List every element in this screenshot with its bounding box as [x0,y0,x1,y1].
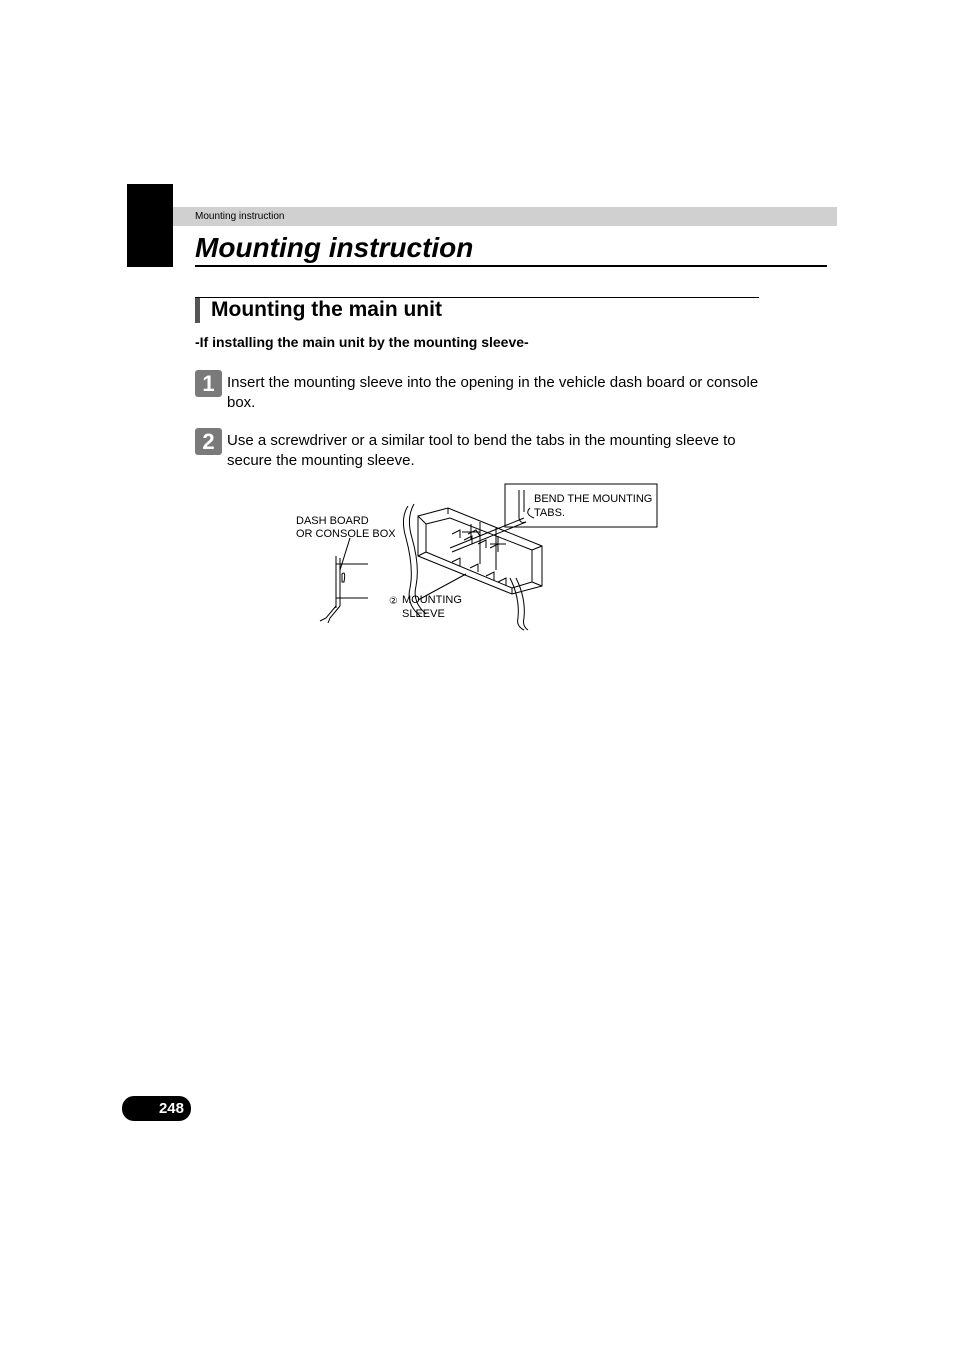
step-1-badge: 1 [195,370,222,397]
title-underline [195,265,827,267]
dash-board-label-line1: DASH BOARD [296,515,369,527]
section-title: Mounting the main unit [211,298,442,321]
section-subtitle: -If installing the main unit by the mounting sleeve- [195,334,529,350]
chapter-tab [127,184,173,267]
bend-tabs-label-line1: BEND THE MOUNTING [534,493,653,505]
step-1-text: Insert the mounting sleeve into the opening in the vehicle dash board or console box. [227,374,759,411]
sleeve-marker: ② [389,596,398,607]
dash-board-label-line2: OR CONSOLE BOX [296,528,396,540]
bend-tabs-label-line2: TABS. [534,507,565,519]
page-title: Mounting instruction [195,232,474,263]
running-header-title: Mounting instruction [195,211,285,222]
section-marker-bar [195,298,200,323]
step-2-badge: 2 [195,428,222,455]
page-number-badge: 248 [122,1096,191,1121]
mounting-figure [280,478,670,638]
sleeve-label-line1: MOUNTING [402,594,462,606]
step-2-text: Use a screwdriver or a similar tool to bend the tabs in the mounting sleeve to secure the mounting sleeve. [227,432,736,469]
sleeve-label-line2: SLEEVE [402,608,445,620]
